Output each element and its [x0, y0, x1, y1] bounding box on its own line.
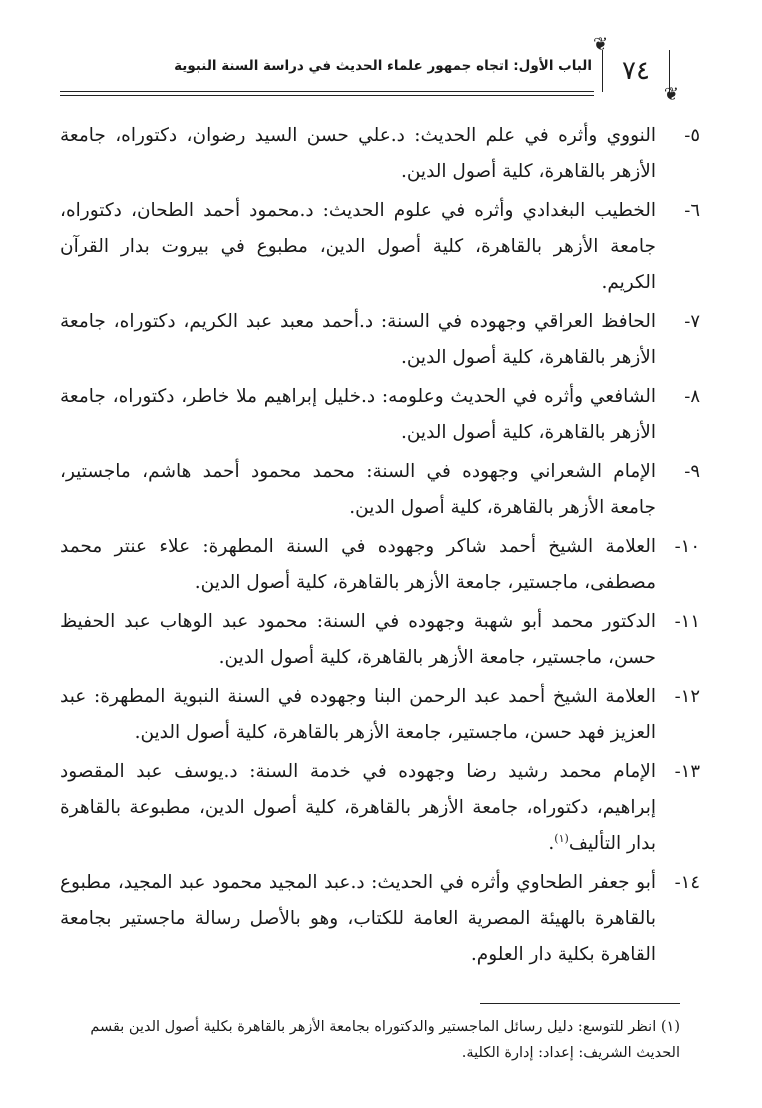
list-item	[60, 754, 700, 862]
list-item	[60, 865, 700, 973]
item-number: ٨-	[684, 386, 700, 407]
header-divider	[60, 91, 594, 92]
header-divider-thin	[60, 95, 594, 96]
item-text-tail: .	[548, 833, 555, 854]
item-text: الدكتور محمد أبو شهبة وجهوده في السنة: محمود عبد الوهاب عبد الحفيظ حسن، ماجستير، جامعة الأزهر بالقاهرة، كلية أصول الدين.	[60, 611, 656, 668]
item-number: ٥-	[684, 125, 700, 146]
item-number: ١٢-	[674, 686, 700, 707]
footnote-divider	[480, 1003, 680, 1004]
page-number: ٧٤	[622, 56, 650, 86]
item-text: الإمام محمد رشيد رضا وجهوده في خدمة السنة: د.يوسف عبد المقصود إبراهيم، دكتوراه، جامعة الأزهر بالقاهرة، كلية أصول الدين، مطبوعة بالقاهرة بدار التأليف	[60, 761, 656, 854]
item-number: ٧-	[684, 311, 700, 332]
list-item	[60, 529, 700, 601]
list-item	[60, 379, 700, 451]
item-text: الشافعي وأثره في الحديث وعلومه: د.خليل إبراهيم ملا خاطر، دكتوراه، جامعة الأزهر بالقاهرة، كلية أصول الدين.	[60, 386, 656, 443]
item-text: النووي وأثره في علم الحديث: د.علي حسن السيد رضوان، دكتوراه، جامعة الأزهر بالقاهرة، كلية أصول الدين.	[60, 125, 656, 182]
ornament-icon: ❦	[593, 34, 609, 55]
item-number: ١٤-	[674, 872, 700, 893]
item-number: ١١-	[674, 611, 700, 632]
footnote	[60, 1014, 680, 1066]
footnote-reference[interactable]: (١)	[554, 831, 569, 845]
item-number: ٦-	[684, 200, 700, 221]
list-item	[60, 454, 700, 526]
item-number: ١٣-	[674, 761, 700, 782]
list-item	[60, 604, 700, 676]
item-text: الخطيب البغدادي وأثره في علوم الحديث: د.محمود أحمد الطحان، دكتوراه، جامعة الأزهر بالقاهرة، كلية أصول الدين، مطبوع في بيروت بدار القرآن الكريم.	[60, 200, 656, 293]
item-text: أبو جعفر الطحاوي وأثره في الحديث: د.عبد المجيد محمود عبد المجيد، مطبوع بالقاهرة بالهيئة المصرية العامة للكتاب، وهو بالأصل رسالة ماجستير بجامعة القاهرة بكلية دار العلوم.	[60, 872, 656, 965]
list-item	[60, 193, 700, 301]
page-header	[60, 34, 704, 105]
item-text: الحافظ العراقي وجهوده في السنة: د.أحمد معبد عبد الكريم، دكتوراه، جامعة الأزهر بالقاهرة، كلية أصول الدين.	[60, 311, 656, 368]
item-text: الإمام الشعراني وجهوده في السنة: محمد محمود أحمد هاشم، ماجستير، جامعة الأزهر بالقاهرة، كلية أصول الدين.	[60, 461, 656, 518]
item-number: ٩-	[684, 461, 700, 482]
footnote-marker: (١)	[660, 1019, 680, 1035]
list-item	[60, 118, 700, 190]
running-title: الباب الأول: اتجاه جمهور علماء الحديث في دراسة السنة النبوية	[174, 58, 592, 74]
list-item	[60, 679, 700, 751]
references-list	[60, 118, 700, 976]
item-text: العلامة الشيخ أحمد شاكر وجهوده في السنة المطهرة: علاء عنتر محمد مصطفى، ماجستير، جامعة الأزهر بالقاهرة، كلية أصول الدين.	[60, 536, 656, 593]
item-number: ١٠-	[674, 536, 700, 557]
page-number-frame	[593, 34, 679, 105]
footnote-text: انظر للتوسع: دليل رسائل الماجستير والدكتوراه بجامعة الأزهر بالقاهرة بكلية أصول الدين بقسم الحديث الشريف: إعداد: إدارة الكلية.	[90, 1019, 680, 1061]
item-text: العلامة الشيخ أحمد عبد الرحمن البنا وجهوده في السنة النبوية المطهرة: عبد العزيز فهد حسن، ماجستير، جامعة الأزهر بالقاهرة، كلية أصول الدين.	[60, 686, 656, 743]
list-item	[60, 304, 700, 376]
ornament-icon: ❦	[663, 84, 679, 105]
